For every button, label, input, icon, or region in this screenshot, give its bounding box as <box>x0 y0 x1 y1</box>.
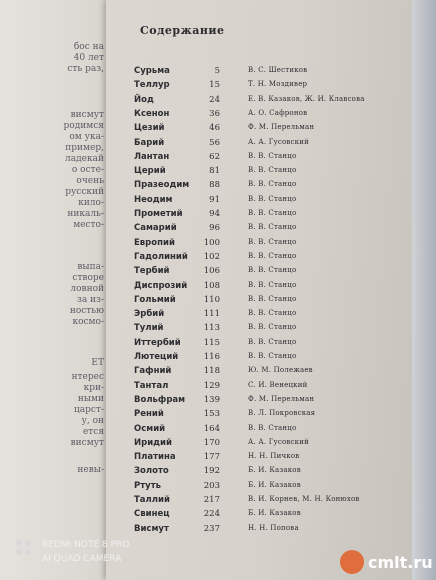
author-name: В. В. Станцо <box>248 166 297 175</box>
page-number: 115 <box>203 337 220 348</box>
element-name: Осмий <box>134 423 166 434</box>
page-number: 177 <box>203 452 220 463</box>
author-name: Б. И. Казаков <box>248 509 301 518</box>
camera-dots-icon <box>14 538 36 560</box>
facing-page-text: висмут <box>70 110 104 120</box>
toc-row <box>0 524 436 538</box>
toc-row <box>0 395 436 409</box>
element-name: Барий <box>134 137 165 148</box>
facing-page-text: царст- <box>74 405 104 415</box>
page-number: 139 <box>203 394 220 405</box>
facing-page-text: 40 лет <box>73 53 104 63</box>
facing-page-text: место- <box>73 220 104 230</box>
author-name: Ю. М. Полежаев <box>248 366 313 375</box>
author-name: Н. Н. Пичков <box>248 452 300 461</box>
toc-row <box>0 281 436 295</box>
page-number: 36 <box>209 108 220 119</box>
logo-circle-icon <box>340 550 364 574</box>
facing-page-text: пример, <box>65 143 104 153</box>
element-name: Гадолиний <box>134 251 188 262</box>
author-name: В. В. Станцо <box>248 323 297 332</box>
element-name: Тулий <box>134 323 164 334</box>
element-name: Эрбий <box>134 309 165 320</box>
toc-row <box>0 352 436 366</box>
author-name: А. А. Гусовский <box>248 137 309 146</box>
element-name: Церий <box>134 166 166 177</box>
toc-row <box>0 252 436 266</box>
element-name: Лантан <box>134 151 170 162</box>
element-name: Лютеций <box>134 352 179 362</box>
toc-row <box>0 438 436 452</box>
author-name: Ф. М. Перельман <box>248 394 315 403</box>
facing-page-text: космо- <box>72 317 104 327</box>
page-number: 110 <box>203 294 220 305</box>
element-name: Теллур <box>134 80 170 91</box>
facing-page-text: у, он <box>81 416 104 426</box>
author-name: В. В. Станцо <box>248 194 297 203</box>
author-name: В. В. Станцо <box>248 280 297 289</box>
author-name: Ф. М. Перельман <box>248 123 315 132</box>
page-number: 129 <box>203 380 220 391</box>
element-name: Европий <box>134 237 175 248</box>
author-name: В. В. Станцо <box>248 309 297 318</box>
toc-row <box>0 466 436 480</box>
watermark-line-1: REDMI NOTE 8 PRO <box>42 540 130 550</box>
toc-row <box>0 138 436 152</box>
toc-row <box>0 266 436 280</box>
author-name: В. В. Станцо <box>248 423 297 432</box>
page-number: 113 <box>203 323 220 334</box>
page-number: 106 <box>203 266 220 277</box>
toc-row <box>0 452 436 466</box>
element-name: Золото <box>134 466 169 477</box>
toc-row <box>0 509 436 523</box>
page-number: 118 <box>203 366 220 377</box>
facing-page-text: русский <box>65 187 104 197</box>
page-number: 15 <box>209 80 220 91</box>
facing-page-text: о осте- <box>71 165 104 175</box>
author-name: В. В. Станцо <box>248 352 297 360</box>
author-name: А. О. Сафронов <box>248 108 308 117</box>
page-number: 102 <box>203 251 220 262</box>
toc-row <box>0 66 436 80</box>
page-number: 100 <box>203 237 220 248</box>
author-name: Е. В. Казаков, Ж. И. Клавсова <box>248 94 365 103</box>
page-number: 192 <box>203 466 220 477</box>
author-name: В. В. Станцо <box>248 337 297 346</box>
facing-page-text: ностью <box>69 306 104 316</box>
page-number: 217 <box>203 495 220 505</box>
element-name: Иттербий <box>134 337 181 348</box>
author-name: В. Л. Покровская <box>248 409 316 418</box>
element-name: Вольфрам <box>134 394 186 405</box>
element-name: Цезий <box>134 123 165 134</box>
page-number: 24 <box>209 94 220 105</box>
toc-row <box>0 95 436 109</box>
element-name: Ксенон <box>134 108 170 119</box>
toc-row <box>0 481 436 495</box>
author-name: В. В. Станцо <box>248 266 297 275</box>
page-number: 81 <box>209 166 220 177</box>
facing-page-text: ными <box>77 394 104 404</box>
author-name: Н. Н. Попова <box>248 523 299 532</box>
author-name: Б. И. Казаков <box>248 480 301 489</box>
toc-row <box>0 323 436 337</box>
page-number: 94 <box>209 209 220 219</box>
toc-row <box>0 195 436 209</box>
facing-page-text: ом ука- <box>69 132 104 142</box>
author-name: В. В. Станцо <box>248 151 297 160</box>
toc-row <box>0 424 436 438</box>
author-name: Т. Н. Моздивер <box>248 80 308 89</box>
page-number: 88 <box>209 180 220 191</box>
page-number: 62 <box>209 151 220 162</box>
facing-page-text: никаль- <box>67 209 104 219</box>
page-number: 91 <box>209 194 220 205</box>
author-name: В. С. Шестиков <box>248 66 308 74</box>
element-name: Сурьма <box>134 66 170 76</box>
element-name: Рений <box>134 409 164 420</box>
page-number: 96 <box>209 223 220 234</box>
author-name: В. В. Станцо <box>248 294 297 303</box>
page-number: 237 <box>203 523 220 534</box>
facing-page-text: кри- <box>83 383 104 393</box>
site-logo <box>340 550 432 576</box>
page-number: 111 <box>203 309 220 320</box>
facing-page-text: висмут <box>70 438 104 448</box>
page-number: 108 <box>203 280 220 291</box>
facing-page-text: нтерес <box>71 372 104 382</box>
element-name: Таллий <box>134 495 170 505</box>
element-name: Неодим <box>134 194 173 205</box>
toc-row <box>0 409 436 423</box>
element-name: Тербий <box>134 266 170 277</box>
toc-row <box>0 109 436 123</box>
author-name: В. В. Станцо <box>248 251 297 260</box>
author-name: Б. И. Казаков <box>248 466 301 475</box>
page-number: 224 <box>203 509 220 520</box>
author-name: В. В. Станцо <box>248 237 297 246</box>
facing-page-text: ется <box>82 427 104 437</box>
toc-row <box>0 309 436 323</box>
facing-page-text: невы- <box>77 465 104 475</box>
element-name: Диспрозий <box>134 280 188 291</box>
facing-page-text: ловной <box>70 284 104 294</box>
element-name: Ртуть <box>134 480 161 491</box>
toc-row <box>0 123 436 137</box>
facing-page-text: очень <box>76 176 104 186</box>
facing-page-text: кило- <box>78 198 104 208</box>
page-number: 46 <box>209 123 220 134</box>
author-name: С. И. Венецкий <box>248 380 308 389</box>
toc-row <box>0 295 436 309</box>
page-number: 203 <box>203 480 220 491</box>
toc-row <box>0 80 436 94</box>
element-name: Гольмий <box>134 294 176 305</box>
contents-title: Содержание <box>140 24 225 37</box>
watermark-line-2: AI QUAD CAMERA <box>42 554 122 564</box>
site-logo-text: cmlt.ru <box>368 553 433 572</box>
element-name: Гафний <box>134 366 172 377</box>
author-name: В. В. Станцо <box>248 180 297 189</box>
toc-row <box>0 338 436 352</box>
page-number: 164 <box>203 423 220 434</box>
element-name: Иридий <box>134 437 172 448</box>
toc-row <box>0 166 436 180</box>
element-name: Йод <box>134 94 154 105</box>
page-number: 153 <box>203 409 220 420</box>
author-name: А. А. Гусовский <box>248 437 309 446</box>
page-number: 116 <box>203 352 220 362</box>
facing-page-text: родимся <box>63 121 104 131</box>
author-name: В. В. Станцо <box>248 223 297 232</box>
toc-row <box>0 381 436 395</box>
toc-row <box>0 238 436 252</box>
facing-page-text: сть раз, <box>67 64 104 74</box>
toc-row <box>0 152 436 166</box>
element-name: Празеодим <box>134 180 190 191</box>
facing-page-text: ладекай <box>65 154 104 164</box>
element-name: Прометий <box>134 209 183 219</box>
facing-page-text: ЕТ <box>91 358 104 368</box>
facing-page-text: створе <box>72 273 104 283</box>
element-name: Самарий <box>134 223 177 234</box>
page-number: 5 <box>214 66 220 76</box>
toc-row <box>0 495 436 509</box>
toc-row <box>0 366 436 380</box>
element-name: Тантал <box>134 380 169 391</box>
page-number: 170 <box>203 437 220 448</box>
element-name: Платина <box>134 452 176 463</box>
author-name: В. И. Корнев, М. Н. Конюхов <box>248 495 360 503</box>
facing-page-text: выпа- <box>77 262 104 272</box>
facing-page-text: за из- <box>76 295 104 305</box>
toc-row <box>0 209 436 223</box>
author-name: В. В. Станцо <box>248 209 297 217</box>
page-number: 56 <box>209 137 220 148</box>
toc-row <box>0 223 436 237</box>
toc-row <box>0 180 436 194</box>
facing-page-text: бос на <box>73 42 104 52</box>
element-name: Свинец <box>134 509 170 520</box>
element-name: Висмут <box>134 523 169 534</box>
